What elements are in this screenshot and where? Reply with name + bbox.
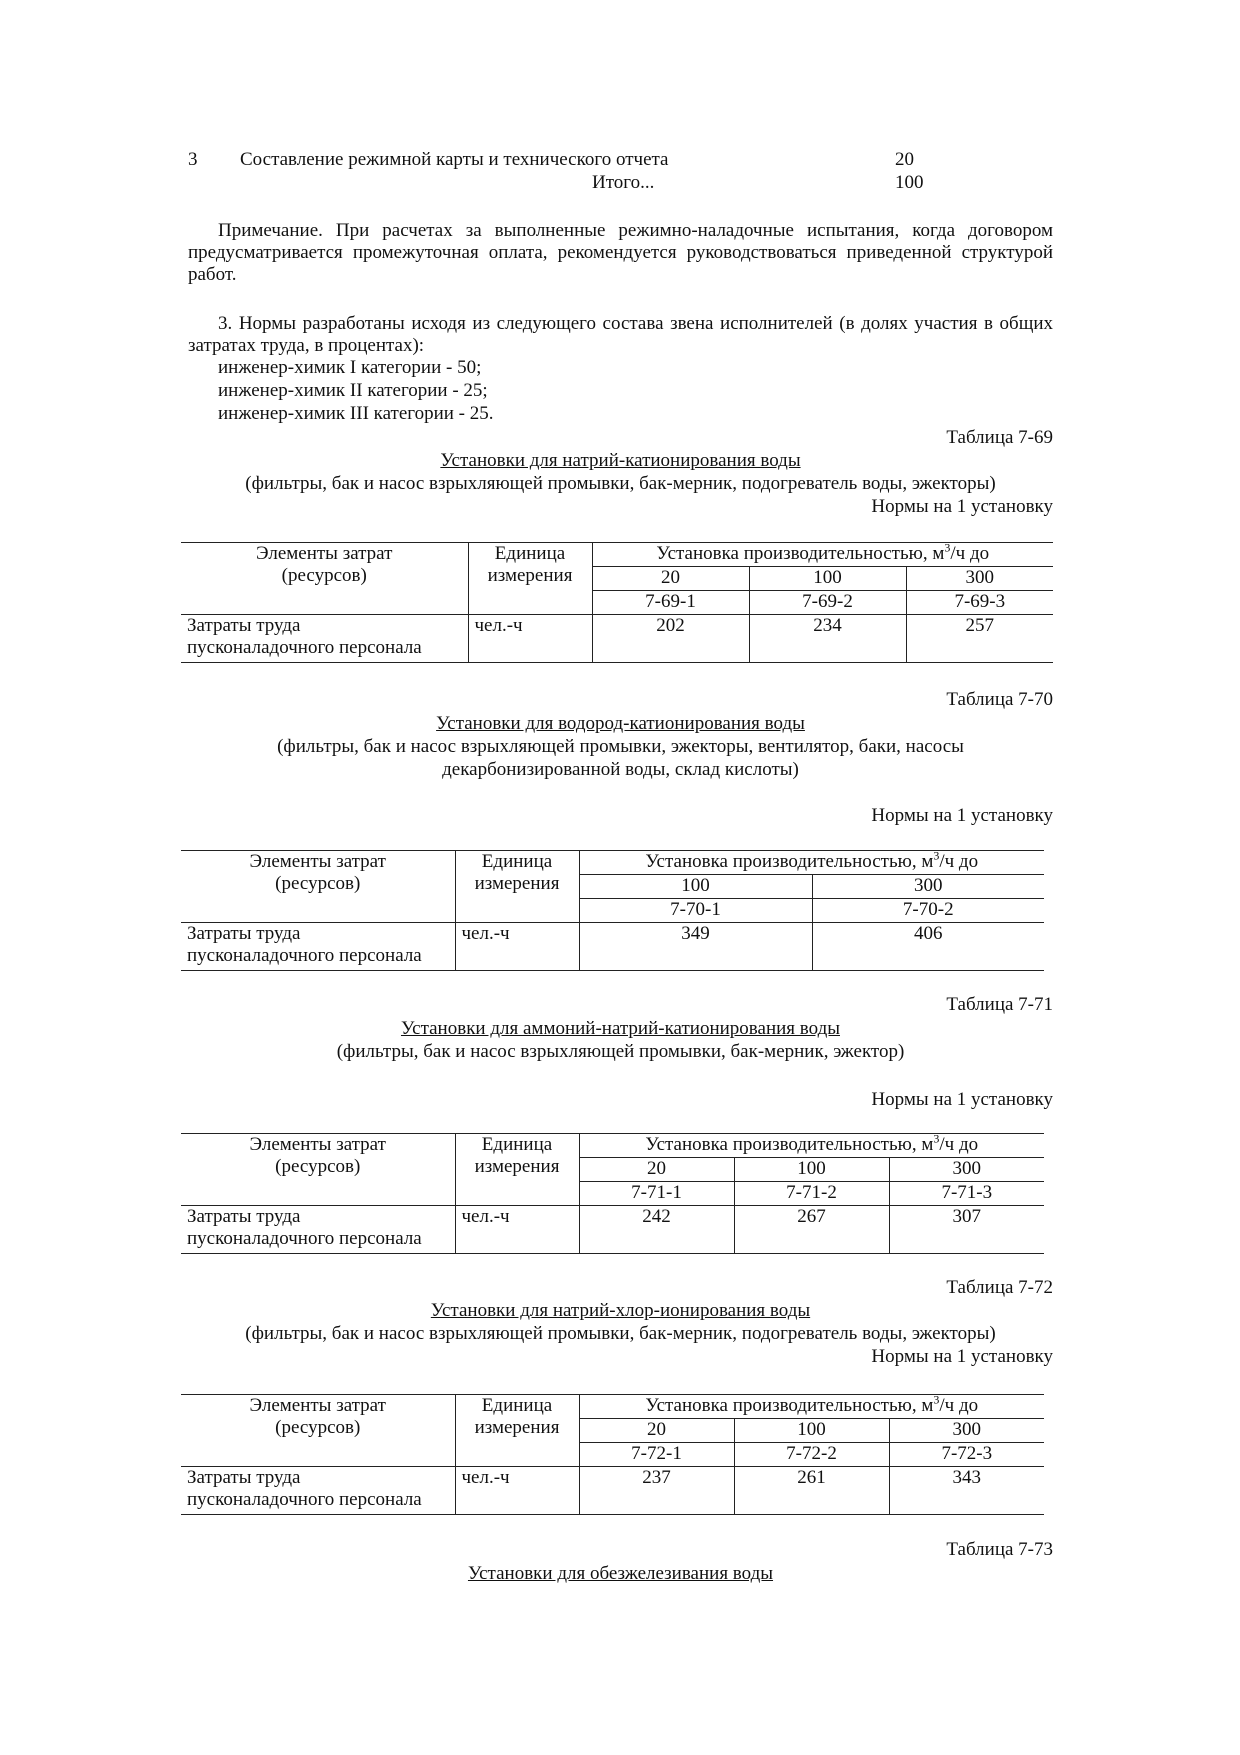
row-label xyxy=(181,1467,455,1515)
header-elements-line: (ресурсов) xyxy=(275,1156,361,1177)
header-capacity xyxy=(592,540,1053,567)
table-label: Таблица 7-71 xyxy=(946,994,1053,1015)
header-elements-line: Элементы затрат xyxy=(249,1134,386,1155)
header-elements-line: (ресурсов) xyxy=(275,1417,361,1438)
header-unit xyxy=(455,1134,579,1206)
code-cell: 7-72-2 xyxy=(734,1443,889,1467)
row-label-line: пусконаладочного персонала xyxy=(187,945,422,966)
value-cell: 307 xyxy=(889,1206,1044,1254)
header-elements xyxy=(181,543,468,615)
row-label-line: пусконаладочного персонала xyxy=(187,1489,422,1510)
table-title: Установки для натрий-хлор-ионирования воды xyxy=(430,1300,811,1321)
capacity-cell: 300 xyxy=(906,567,1053,591)
header-unit-line: Единица xyxy=(494,543,566,564)
row-label xyxy=(181,923,455,971)
value-cell: 343 xyxy=(889,1467,1044,1515)
header-capacity xyxy=(579,848,1044,875)
table-subtitle: (фильтры, бак и насос взрыхляющей промывки, бак-мерник, подогреватель воды, эжекторы) xyxy=(245,1323,996,1344)
code-cell: 7-69-2 xyxy=(749,591,906,615)
capacity-cell: 100 xyxy=(749,567,906,591)
norms-note: Нормы на 1 установку xyxy=(871,1346,1053,1367)
code-cell: 7-69-1 xyxy=(592,591,749,615)
norms-table xyxy=(181,542,1053,663)
header-unit-line: Единица xyxy=(481,851,553,872)
capacity-unit: /ч до xyxy=(939,1134,979,1155)
row-value: 20 xyxy=(895,149,914,170)
table-title: Установки для аммоний-натрий-катионирования воды xyxy=(400,1018,840,1039)
value-cell: 267 xyxy=(734,1206,889,1254)
row-label-line: Затраты труда xyxy=(187,923,301,944)
norms-table xyxy=(181,1394,1044,1515)
value-cell: 261 xyxy=(734,1467,889,1515)
empty-cell xyxy=(455,899,579,923)
row-unit: чел.-ч xyxy=(455,923,579,971)
capacity-cell: 20 xyxy=(579,1419,734,1443)
point-3-paragraph: 3. Нормы разработаны исходя из следующего состава звена исполнителей (в долях участия в общих затратах труда, в процентах): xyxy=(188,313,1053,356)
header-unit-line: Единица xyxy=(481,1395,553,1416)
table-label: Таблица 7-72 xyxy=(946,1277,1053,1298)
norms-note: Нормы на 1 установку xyxy=(871,496,1053,517)
capacity-cell: 20 xyxy=(592,567,749,591)
table-subtitle: декарбонизированной воды, склад кислоты) xyxy=(442,759,799,780)
code-cell: 7-71-1 xyxy=(579,1182,734,1206)
capacity-sup: 3 xyxy=(933,848,940,863)
row-unit: чел.-ч xyxy=(468,615,592,663)
table-label: Таблица 7-70 xyxy=(946,689,1053,710)
row-label xyxy=(181,615,468,663)
row-label-line: пусконаладочного персонала xyxy=(187,1228,422,1249)
header-unit xyxy=(455,1395,579,1467)
row-unit: чел.-ч xyxy=(455,1206,579,1254)
row-label-line: пусконаладочного персонала xyxy=(187,637,422,658)
value-cell: 349 xyxy=(579,923,812,971)
capacity-cell: 100 xyxy=(734,1158,889,1182)
value-cell: 406 xyxy=(812,923,1044,971)
capacity-cell: 300 xyxy=(812,875,1044,899)
capacity-cell: 20 xyxy=(579,1158,734,1182)
code-cell: 7-70-2 xyxy=(812,899,1044,923)
table-subtitle: (фильтры, бак и насос взрыхляющей промывки, бак-мерник, эжектор) xyxy=(336,1041,905,1062)
table-label: Таблица 7-73 xyxy=(946,1539,1053,1560)
row-label xyxy=(181,1206,455,1254)
capacity-text: Установка производительностью, м xyxy=(645,851,934,872)
header-unit-line: измерения xyxy=(474,1417,560,1438)
value-cell: 202 xyxy=(592,615,749,663)
empty-cell xyxy=(181,899,455,923)
code-cell: 7-72-1 xyxy=(579,1443,734,1467)
table-label: Таблица 7-69 xyxy=(946,427,1053,448)
table-title: Установки для натрий-катионирования воды xyxy=(440,450,801,471)
capacity-text: Установка производительностью, м xyxy=(656,543,945,564)
code-cell: 7-71-3 xyxy=(889,1182,1044,1206)
header-unit xyxy=(468,543,592,615)
value-cell: 237 xyxy=(579,1467,734,1515)
code-cell: 7-71-2 xyxy=(734,1182,889,1206)
row-number: 3 xyxy=(188,149,198,170)
value-cell: 257 xyxy=(906,615,1053,663)
table-subtitle: (фильтры, бак и насос взрыхляющей промывки, эжекторы, вентилятор, баки, насосы xyxy=(277,736,964,757)
header-unit xyxy=(455,851,579,899)
total-value: 100 xyxy=(895,172,924,193)
capacity-sup: 3 xyxy=(933,1392,940,1407)
capacity-text: Установка производительностью, м xyxy=(645,1395,934,1416)
row-unit: чел.-ч xyxy=(455,1467,579,1515)
capacity-sup: 3 xyxy=(933,1131,940,1146)
row-label-line: Затраты труда xyxy=(187,1467,301,1488)
capacity-cell: 300 xyxy=(889,1419,1044,1443)
row-label-line: Затраты труда xyxy=(187,1206,301,1227)
code-cell: 7-72-3 xyxy=(889,1443,1044,1467)
table-title: Установки для обезжелезивания воды xyxy=(467,1563,774,1584)
norms-table xyxy=(181,1133,1044,1254)
list-item: инженер-химик I категории - 50; xyxy=(218,357,482,378)
code-cell: 7-69-3 xyxy=(906,591,1053,615)
header-unit-line: измерения xyxy=(487,565,573,586)
header-elements xyxy=(181,1395,455,1467)
header-elements xyxy=(181,1134,455,1206)
table-title: Установки для водород-катионирования воды xyxy=(436,713,805,734)
list-item: инженер-химик II категории - 25; xyxy=(218,380,488,401)
note-paragraph: Примечание. При расчетах за выполненные режимно-наладочные испытания, когда договором предусматривается промежуточная оплата, рекомендуется руководствоваться приведенной структурой работ. xyxy=(188,220,1053,285)
capacity-sup: 3 xyxy=(944,540,951,555)
capacity-unit: /ч до xyxy=(950,543,990,564)
row-text: Составление режимной карты и технического отчета xyxy=(240,149,669,170)
header-elements-line: (ресурсов) xyxy=(275,873,361,894)
capacity-cell: 100 xyxy=(579,875,812,899)
header-elements-line: Элементы затрат xyxy=(256,543,393,564)
total-label: Итого... xyxy=(592,172,655,193)
norms-note: Нормы на 1 установку xyxy=(871,1089,1053,1110)
capacity-text: Установка производительностью, м xyxy=(645,1134,934,1155)
capacity-cell: 100 xyxy=(734,1419,889,1443)
header-unit-line: измерения xyxy=(474,1156,560,1177)
value-cell: 242 xyxy=(579,1206,734,1254)
row-label-line: Затраты труда xyxy=(187,615,301,636)
code-cell: 7-70-1 xyxy=(579,899,812,923)
header-elements xyxy=(181,851,455,899)
capacity-cell: 300 xyxy=(889,1158,1044,1182)
norms-table xyxy=(181,850,1044,971)
capacity-unit: /ч до xyxy=(939,1395,979,1416)
header-unit-line: измерения xyxy=(474,873,560,894)
header-elements-line: (ресурсов) xyxy=(281,565,367,586)
norms-note: Нормы на 1 установку xyxy=(871,805,1053,826)
header-elements-line: Элементы затрат xyxy=(249,1395,386,1416)
header-elements-line: Элементы затрат xyxy=(249,851,386,872)
capacity-unit: /ч до xyxy=(939,851,979,872)
header-capacity xyxy=(579,1392,1044,1419)
header-capacity xyxy=(579,1131,1044,1158)
table-subtitle: (фильтры, бак и насос взрыхляющей промывки, бак-мерник, подогреватель воды, эжекторы) xyxy=(245,473,996,494)
header-unit-line: Единица xyxy=(481,1134,553,1155)
value-cell: 234 xyxy=(749,615,906,663)
list-item: инженер-химик III категории - 25. xyxy=(218,403,494,424)
